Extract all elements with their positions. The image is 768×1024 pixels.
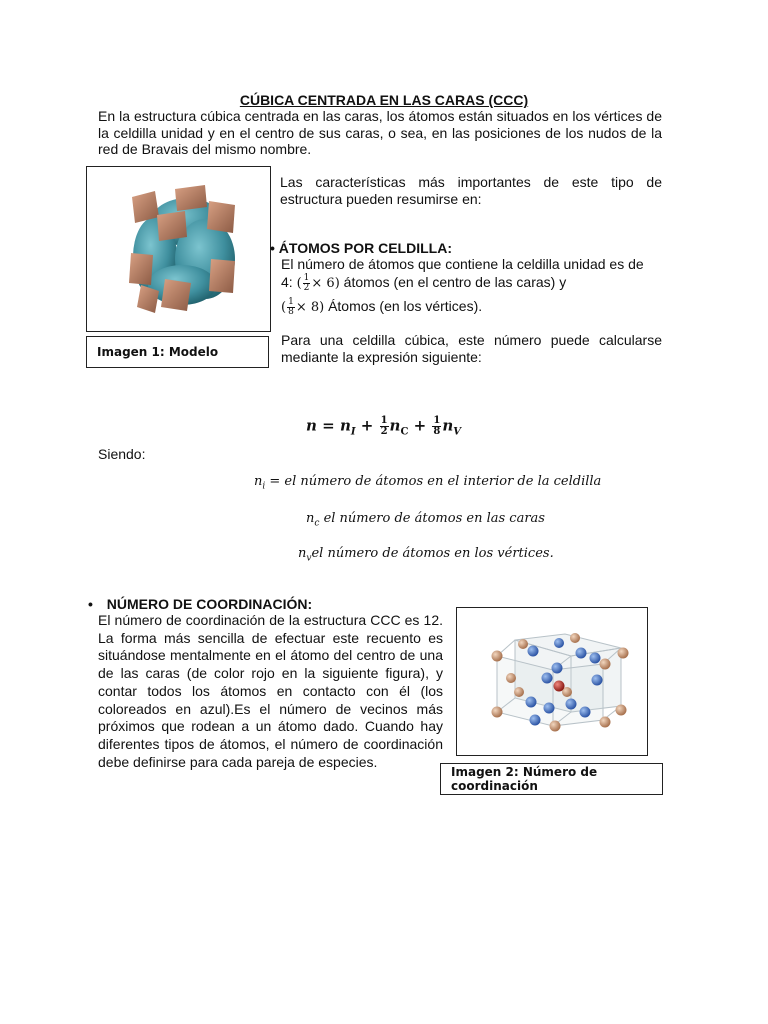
coordination-illustration bbox=[457, 608, 647, 755]
atoms-line1: El número de átomos que contiene la celdilla unidad es de bbox=[281, 256, 644, 272]
calc-paragraph: Para una celdilla cúbica, este número puede calcularse mediante la expresión siguiente: bbox=[281, 332, 662, 365]
definition-nc: $n_c$ el número de átomos en las caras bbox=[306, 511, 545, 529]
characteristics-paragraph: Las características más importantes de este tipo de estructura pueden resumirse en: bbox=[280, 174, 662, 207]
image2-caption: Imagen 2: Número de coordinación bbox=[440, 763, 663, 795]
bullet-icon: • bbox=[88, 596, 93, 612]
atoms-heading-text: ÁTOMOS POR CELDILLA: bbox=[278, 240, 452, 256]
atoms-formula: $n = n_I$ + $\frac{1}{2}$ $n_C$ + $\frac{1}{8}$ $n_V$ bbox=[306, 415, 462, 438]
atoms-line2: 4: ( $\frac{1}{2}$ × 6) átomos (en el centro de las caras) y bbox=[281, 273, 567, 293]
siendo-label: Siendo: bbox=[98, 446, 146, 462]
atoms-per-cell-heading bbox=[270, 240, 452, 256]
intro-paragraph: En la estructura cúbica centrada en las caras, los átomos están situados en los vértices de la celdilla unidad y en el centro de sus caras, o sea, en las posiciones de los nudos de la red de Bravais del mismo nombre. bbox=[98, 108, 662, 157]
definition-ni: $n_i$ = el número de átomos en el interior de la celdilla bbox=[254, 474, 602, 492]
bullet-icon: • bbox=[270, 240, 275, 256]
page-title: CÚBICA CENTRADA EN LAS CARAS (CCC) bbox=[239, 92, 529, 108]
coordination-heading bbox=[88, 596, 312, 612]
image1-caption: Imagen 1: Modelo bbox=[86, 336, 269, 368]
definition-nv: $n_vel$ número de átomos en los vértices. bbox=[298, 546, 554, 564]
coordination-heading-text: NÚMERO DE COORDINACIÓN: bbox=[106, 596, 313, 612]
coordination-paragraph: El número de coordinación de la estructura CCC es 12. La forma más sencilla de efectuar este recuento es situándose mentalmente en el átomo del centro de una de las caras (de color rojo en la siguiente figura), y contar todos los átomos en contacto con él (los coloreados en azul).Es el número de vecinos más próximos que rodean a un átomo dado. Cuando hay diferentes tipos de átomos, el número de coordinación debe definirse para cada pareja de especies. bbox=[98, 612, 443, 770]
coordination-image bbox=[456, 607, 648, 756]
fcc-model-illustration bbox=[87, 167, 270, 331]
atoms-line3: ( $\frac{1}{8}$ × 8) Átomos (en los vértices). bbox=[281, 297, 483, 317]
fcc-model-image bbox=[86, 166, 271, 332]
